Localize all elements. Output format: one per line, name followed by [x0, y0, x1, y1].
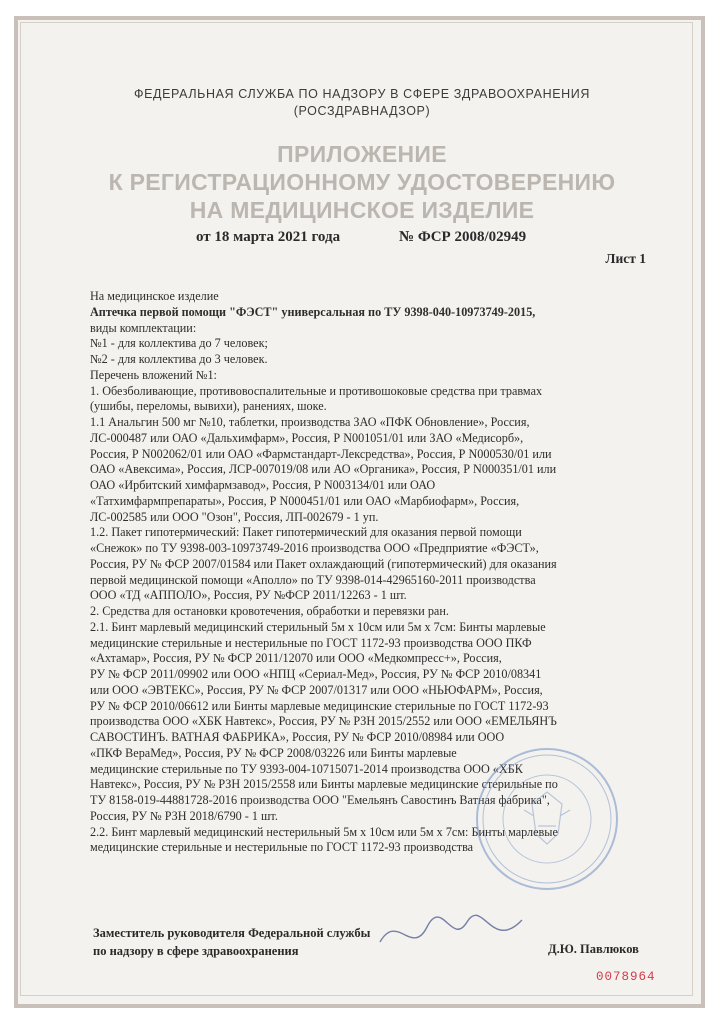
- body-line: На медицинское изделие: [90, 289, 219, 303]
- body-line: 2. Средства для остановки кровотечения, обработки и перевязки ран.: [90, 604, 449, 618]
- body-line: (ушибы, переломы, вывихи), ранениях, шоке.: [90, 399, 327, 414]
- body-line: ОАО «Авексима», Россия, ЛСР-007019/08 или АО «Органика», Россия, Р N000351/01 или: [90, 462, 557, 477]
- body-line: первой медицинской помощи «Аполло» по ТУ 9398-014-42965160-2011 производства: [90, 572, 536, 587]
- agency-abbreviation: (РОСЗДРАВНАДЗОР): [293, 104, 431, 118]
- body-line: Аптечка первой помощи "ФЭСТ" универсальная по ТУ 9398-040-10973749-2015,: [90, 304, 536, 319]
- body-line: «ПКФ ВераМед», Россия, РУ № ФСР 2008/03226 или Бинты марлевые: [90, 745, 457, 760]
- body-line: РУ № ФСР 2011/09902 или ООО «НПЦ «Сериал-Мед», Россия, РУ № ФСР 2010/08341: [90, 667, 542, 681]
- body-line: Россия, Р N002062/01 или ОАО «Фармстандарт-Лексредства», Россия, Р N000530/01 или: [90, 446, 552, 461]
- body-line: 1.2. Пакет гипотермический: Пакет гипотермический для оказания первой помощи: [90, 525, 522, 540]
- registration-number: № ФСР 2008/02949: [399, 229, 527, 245]
- signer-name: Д.Ю. Павлюков: [548, 942, 639, 956]
- body-line: ОАО «Ирбитский химфармзавод», Россия, Р N003134/01 или ОАО: [90, 478, 436, 492]
- signature-icon: [372, 902, 532, 962]
- body-line: ЛС-002585 или ООО "Озон", Россия, ЛП-002679 - 1 уп.: [90, 509, 379, 524]
- body-line: виды комплектации:: [90, 320, 197, 335]
- body-line: РУ № ФСР 2010/06612 или Бинты марлевые медицинские стерильные по ГОСТ 1172-93: [90, 698, 549, 713]
- title-line-2: К РЕГИСТРАЦИОННОМУ УДОСТОВЕРЕНИЮ: [108, 169, 616, 195]
- official-stamp-icon: [472, 744, 622, 894]
- body-line: медицинские стерильные и нестерильные по ГОСТ 1172-93 производства: [90, 840, 474, 855]
- body-line: Россия, РУ № ФСР 2007/01584 или Пакет охлаждающий (гипотермический) для оказания: [90, 556, 557, 571]
- body-line: 2.2. Бинт марлевый медицинский нестерильный 5м х 10см или 5м х 7см: Бинты марлевые: [90, 824, 558, 839]
- body-line: 1. Обезболивающие, противовоспалительные и противошоковые средства при травмах: [90, 383, 543, 398]
- agency-name: ФЕДЕРАЛЬНАЯ СЛУЖБА ПО НАДЗОРУ В СФЕРЕ ЗДРАВООХРАНЕНИЯ: [134, 87, 590, 101]
- body-line: «Татхимфармпрепараты», Россия, Р N000451/01 или ОАО «Марбиофарм», Россия,: [90, 493, 520, 508]
- body-line: Россия, РУ № РЗН 2018/6790 - 1 шт.: [90, 808, 278, 823]
- title-line-1: ПРИЛОЖЕНИЕ: [277, 141, 447, 167]
- agency-header: [60, 86, 664, 120]
- body-line: ЛС-000487 или ОАО «Дальхимфарм», Россия, Р N001051/01 или ЗАО «Медисорб»,: [90, 430, 524, 445]
- body-line: Перечень вложений №1:: [90, 367, 217, 382]
- title-line-3: НА МЕДИЦИНСКОЕ ИЗДЕЛИЕ: [189, 197, 535, 223]
- body-line: 2.1. Бинт марлевый медицинский стерильный 5м х 10см или 5м х 7см: Бинты марлевые: [90, 619, 546, 634]
- signer-block: [93, 924, 370, 960]
- body-line: 1.1 Анальгин 500 мг №10, таблетки, производства ЗАО «ПФК Обновление», Россия,: [90, 415, 530, 429]
- body-line: ТУ 8158-019-44881728-2016 производства ООО "Емельянъ Савостинъ Ватная фабрика",: [90, 793, 550, 807]
- body-line: или ООО «ЭВТЕКС», Россия, РУ № ФСР 2007/01317 или ООО «НЬЮФАРМ», Россия,: [90, 682, 543, 697]
- body-line: ООО «ТД «АППОЛО», Россия, РУ №ФСР 2011/12263 - 1 шт.: [90, 588, 407, 603]
- issue-date: от 18 марта 2021 года: [196, 229, 341, 245]
- sheet-number: Лист 1: [605, 251, 646, 266]
- body-line: производства ООО «ХБК Навтекс», Россия, РУ № РЗН 2015/2552 или ООО «ЕМЕЛЬЯНЪ: [90, 714, 557, 729]
- document-title: [60, 140, 664, 224]
- serial-number: 0078964: [596, 970, 656, 984]
- body-line: медицинские стерильные и нестерильные по ГОСТ 1172-93 производства ООО ПКФ: [90, 635, 532, 650]
- body-line: медицинские стерильные по ТУ 9393-004-10715071-2014 производства ООО «ХБК: [90, 761, 523, 776]
- body-line: САВОСТИНЪ. ВАТНАЯ ФАБРИКА», Россия, РУ № ФСР 2010/08984 или ООО: [90, 730, 505, 744]
- body-line: №1 - для коллектива до 7 человек;: [90, 336, 268, 351]
- body-line: №2 - для коллектива до 3 человек.: [90, 352, 268, 366]
- body-line: «Ахтамар», Россия, РУ № ФСР 2011/12070 или ООО «Медкомпресс+», Россия,: [90, 651, 502, 666]
- body-line: Навтекс», Россия, РУ № РЗН 2015/2558 или Бинты марлевые медицинские стерильные по: [90, 777, 558, 792]
- signer-title-line-2: по надзору в сфере здравоохранения: [93, 944, 299, 958]
- body-line: «Снежок» по ТУ 9398-003-10973749-2016 производства ООО «Предприятие «ФЭСТ»,: [90, 541, 539, 555]
- signer-title-line-1: Заместитель руководителя Федеральной службы: [93, 926, 371, 940]
